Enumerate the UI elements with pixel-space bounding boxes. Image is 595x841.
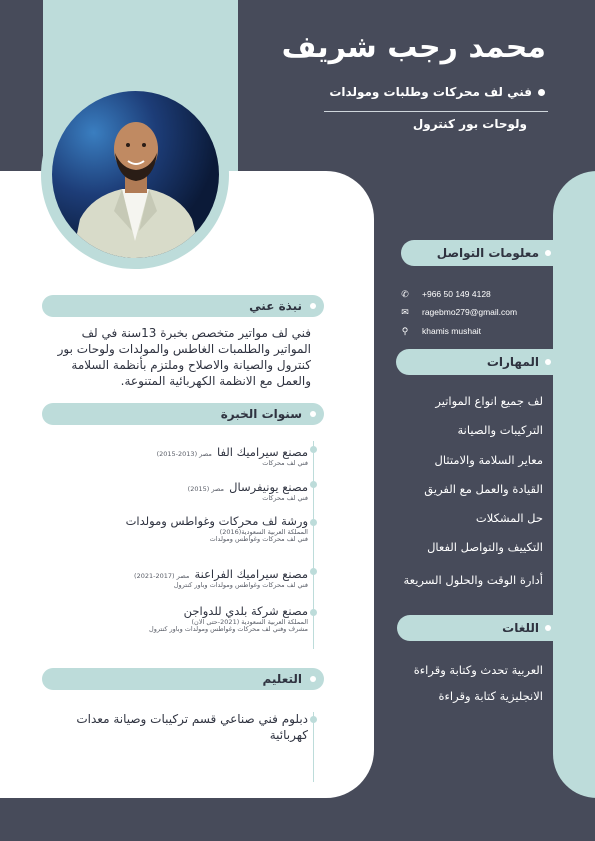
bullet-icon (545, 625, 551, 631)
company-name: مصنع سيراميك الفا (216, 445, 308, 459)
skill-item: حل المشكلات (475, 511, 543, 525)
company-name: ورشة لف محركات وغواطس ومولدات (125, 514, 308, 528)
contact-location (400, 326, 481, 337)
timeline-dot (310, 519, 317, 526)
section-skills-title: المهارات (486, 355, 539, 369)
timeline-dot (310, 568, 317, 575)
section-skills-header (396, 349, 561, 375)
skill-item: لف جميع انواع المواتير (435, 394, 543, 408)
job-role: مشرف وفني لف محركات وغواطس ومولدات وباور كنترول (149, 625, 308, 633)
email-text: ragebmo279@gmail.com (422, 307, 518, 317)
company-name: مصنع شركة بلدي للدواجن (183, 604, 308, 618)
phone-text: +966 50 149 4128 (422, 289, 491, 299)
timeline-line (313, 441, 314, 649)
bullet-icon (310, 411, 316, 417)
company-name: مصنع سيراميك الفراعنة (194, 567, 308, 581)
contact-email[interactable] (400, 307, 517, 318)
job-role: فني لف محركات (262, 459, 308, 467)
section-about-header (42, 295, 324, 317)
bullet-icon (310, 676, 316, 682)
contact-phone[interactable] (400, 289, 491, 300)
section-contact-header (401, 240, 561, 266)
section-experience-title: سنوات الخبرة (220, 407, 302, 421)
experience-item (188, 476, 308, 502)
skill-item: معاير السلامة والامتثال (434, 453, 543, 467)
location-pin-icon: ⚲ (401, 326, 409, 336)
experience-item (157, 441, 308, 467)
bullet-icon (310, 303, 316, 309)
job-meta: مصر (2015) (187, 485, 225, 493)
bullet-icon (538, 89, 545, 96)
job-role: فني لف محركات وغواطس ومولدات وباور كنترول (173, 581, 308, 589)
education-text: دبلوم فني صناعي قسم تركيبات وصيانة معدات كهربائية (76, 712, 308, 742)
experience-item (134, 563, 308, 589)
skill-item: القيادة والعمل مع الفريق (424, 482, 543, 496)
section-languages-title: اللغات (502, 621, 539, 635)
experience-item (126, 514, 308, 543)
job-title-line-1 (329, 85, 545, 99)
job-meta: المملكة العربية السعودية(2016) (219, 528, 308, 536)
language-item: العربية تحدث وكتابة وقراءة (413, 663, 543, 677)
skill-item: التكييف والتواصل الفعال (427, 540, 543, 554)
phone-icon: ✆ (401, 289, 409, 299)
section-education-header (42, 668, 324, 690)
bullet-icon (545, 359, 551, 365)
job-meta: المملكة العربية السعودية (2021-حتى الان) (191, 618, 308, 626)
mail-icon: ✉ (401, 307, 409, 317)
job-title-line-2: ولوحات بور كنترول (412, 117, 527, 131)
person-name: محمد رجب شريف (281, 30, 546, 65)
profile-photo (52, 91, 219, 258)
location-text: khamis mushait (422, 326, 482, 336)
section-languages-header (397, 615, 561, 641)
experience-item (149, 604, 308, 633)
timeline-dot (310, 716, 317, 723)
title-divider (324, 111, 548, 112)
skill-item: التركيبات والصيانة (457, 423, 543, 437)
section-contact-title: معلومات التواصل (436, 246, 539, 260)
job-role: فني لف محركات وغواطس ومولدات (209, 535, 308, 543)
section-education-title: التعليم (262, 672, 302, 686)
language-item: الانجليزية كتابة وقراءة (438, 689, 543, 703)
job-meta: مصر (2013-2015) (156, 450, 212, 458)
company-name: مصنع يونيفرسال (229, 480, 308, 494)
timeline-dot (310, 446, 317, 453)
timeline-dot (310, 481, 317, 488)
job-title-text: فني لف محركات وطلبات ومولدات (329, 85, 532, 99)
bullet-icon (545, 250, 551, 256)
about-text: فني لف مواتير متخصص بخبرة 13سنة في لف المواتير والطلمبات الغاطس والمولدات ولوحات بور كنترول والصيانة والاصلاح وملتزم بأنظمة السلامة والعمل مع الانظمة الكهربائية المتنوعة. (57, 326, 311, 388)
timeline-dot (310, 609, 317, 616)
skill-item: أدارة الوقت والحلول السريعة (403, 573, 543, 587)
section-about-title: نبذة عني (249, 299, 302, 313)
job-meta: مصر (2017-2021) (134, 572, 190, 580)
section-experience-header (42, 403, 324, 425)
job-role: فني لف محركات (262, 494, 308, 502)
